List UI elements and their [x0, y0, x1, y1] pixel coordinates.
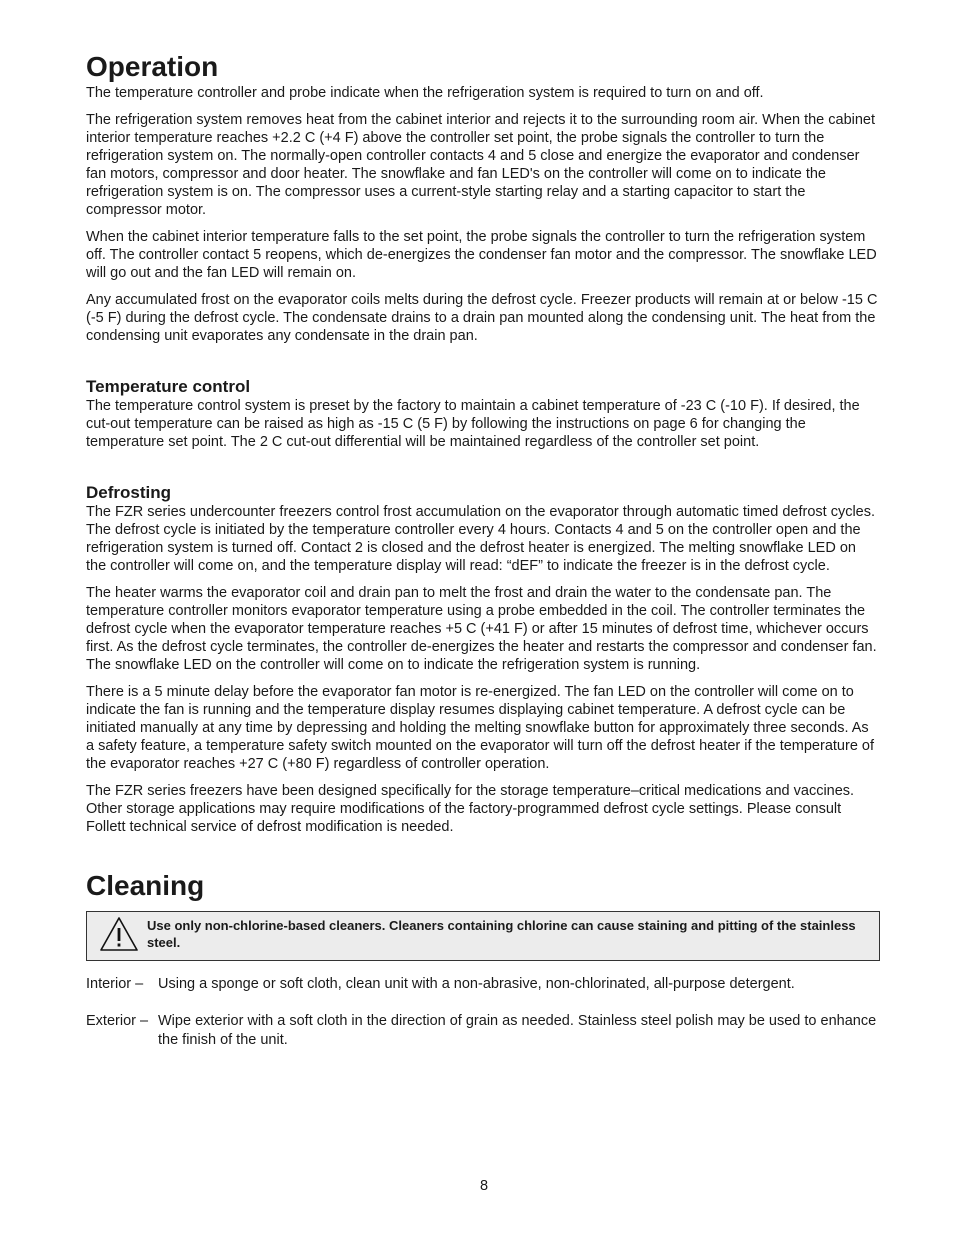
operation-paragraph-4: Any accumulated frost on the evaporator coils melts during the defrost cycle. Freezer products will remain at or below -15 C (-5 F) during the defrost cycle. The condensate drains to a drain pan mounted along the condensing unit. The heat from the condensing unit evaporates any condensate in the drain pan. — [86, 292, 878, 344]
cleaning-exterior-row — [86, 1012, 880, 1050]
cleaning-heading: Cleaning — [86, 870, 205, 901]
cleaning-exterior-label: Exterior – — [86, 1013, 149, 1029]
page-number: 8 — [479, 1178, 489, 1194]
defrosting-heading: Defrosting — [86, 483, 171, 502]
cleaning-exterior-text: Wipe exterior with a soft cloth in the direction of grain as needed. Stainless steel polish may be used to enhance the finish of the unit. — [158, 1013, 877, 1048]
cleaning-interior-row — [86, 975, 880, 994]
defrosting-paragraph-2: The heater warms the evaporator coil and drain pan to melt the frost and drain the water to the condensate pan. The temperature controller monitors evaporator temperature using a probe embedded in the coil. The controller terminates the defrost cycle when the evaporator temperature reaches +5 C (+41 F) or after 15 minutes of defrost time, whichever occurs first. As the defrost cycle terminates, the controller de-energizes the heater and restarts the compressor and condenser fan. The snowflake LED on the controller will come on to indicate the refrigeration system is running. — [86, 585, 877, 673]
defrosting-paragraph-3: There is a 5 minute delay before the evaporator fan motor is re-energized. The fan LED on the controller will come on to indicate the fan is running and the temperature display resumes displaying cabinet temperature. A defrost cycle can be initiated manually at any time by depressing and holding the melting snowflake button for approximately three seconds. As a safety feature, a temperature safety switch mounted on the evaporator will turn off the defrost heater if the temperature of the evaporator reaches +27 C (+80 F) regardless of controller operation. — [86, 684, 874, 772]
defrosting-paragraph-1: The FZR series undercounter freezers control frost accumulation on the evaporator through automatic timed defrost cycles. The defrost cycle is initiated by the temperature controller every 4 hours. Contacts 4 and 5 on the controller open and the refrigeration system is turned off. Contact 2 is closed and the defrost heater is energized. The melting snowflake LED on the controller will come on, and the temperature display will read: “dEF” to indicate the freezer is in the defrost cycle. — [86, 504, 876, 574]
operation-heading: Operation — [86, 51, 219, 82]
cleaning-warning-text: Use only non-chlorine-based cleaners. Cleaners containing chlorine can cause staining and pitting of the stainless steel. — [147, 918, 856, 950]
defrosting-paragraph-4: The FZR series freezers have been designed specifically for the storage temperature–critical medications and vaccines. Other storage applications may require modifications of the factory-programmed defrost cycle settings. Please consult Follett technical service of defrost modification is needed. — [86, 783, 855, 835]
operation-paragraph-2: The refrigeration system removes heat from the cabinet interior and rejects it to the surrounding room air. When the cabinet interior temperature reaches +2.2 C (+4 F) above the controller set point, the probe signals the controller to turn the refrigeration system on. The normally-open controller contacts 4 and 5 close and energize the evaporator and condenser fan motors, compressor and door heater. The snowflake and fan LED's on the controller will come on to indicate the refrigeration system is on. The compressor uses a current-style starting relay and a starting capacitor to start the compressor motor. — [86, 112, 876, 218]
cleaning-interior-label: Interior – — [86, 976, 144, 992]
temperature-control-paragraph: The temperature control system is preset by the factory to maintain a cabinet temperature of -23 C (-10 F). If desired, the cut-out temperature can be raised as high as -15 C (5 F) by following the instructions on page 6 for changing the temperature set point. The 2 C cut-out differential will be maintained regardless of the controller set point. — [86, 398, 860, 450]
cleaning-warning-box — [86, 911, 880, 961]
warning-triangle-icon — [99, 915, 139, 953]
manual-page — [86, 50, 880, 1050]
operation-paragraph-1: The temperature controller and probe indicate when the refrigeration system is required to turn on and off. — [86, 85, 764, 101]
cleaning-interior-text: Using a sponge or soft cloth, clean unit with a non-abrasive, non-chlorinated, all-purpose detergent. — [158, 976, 795, 992]
temperature-control-heading: Temperature control — [86, 377, 251, 396]
operation-paragraph-3: When the cabinet interior temperature falls to the set point, the probe signals the controller to turn the refrigeration system off. The controller contact 5 reopens, which de-energizes the condenser fan motor and the compressor. The snowflake LED will go out and the fan LED will remain on. — [86, 229, 877, 281]
